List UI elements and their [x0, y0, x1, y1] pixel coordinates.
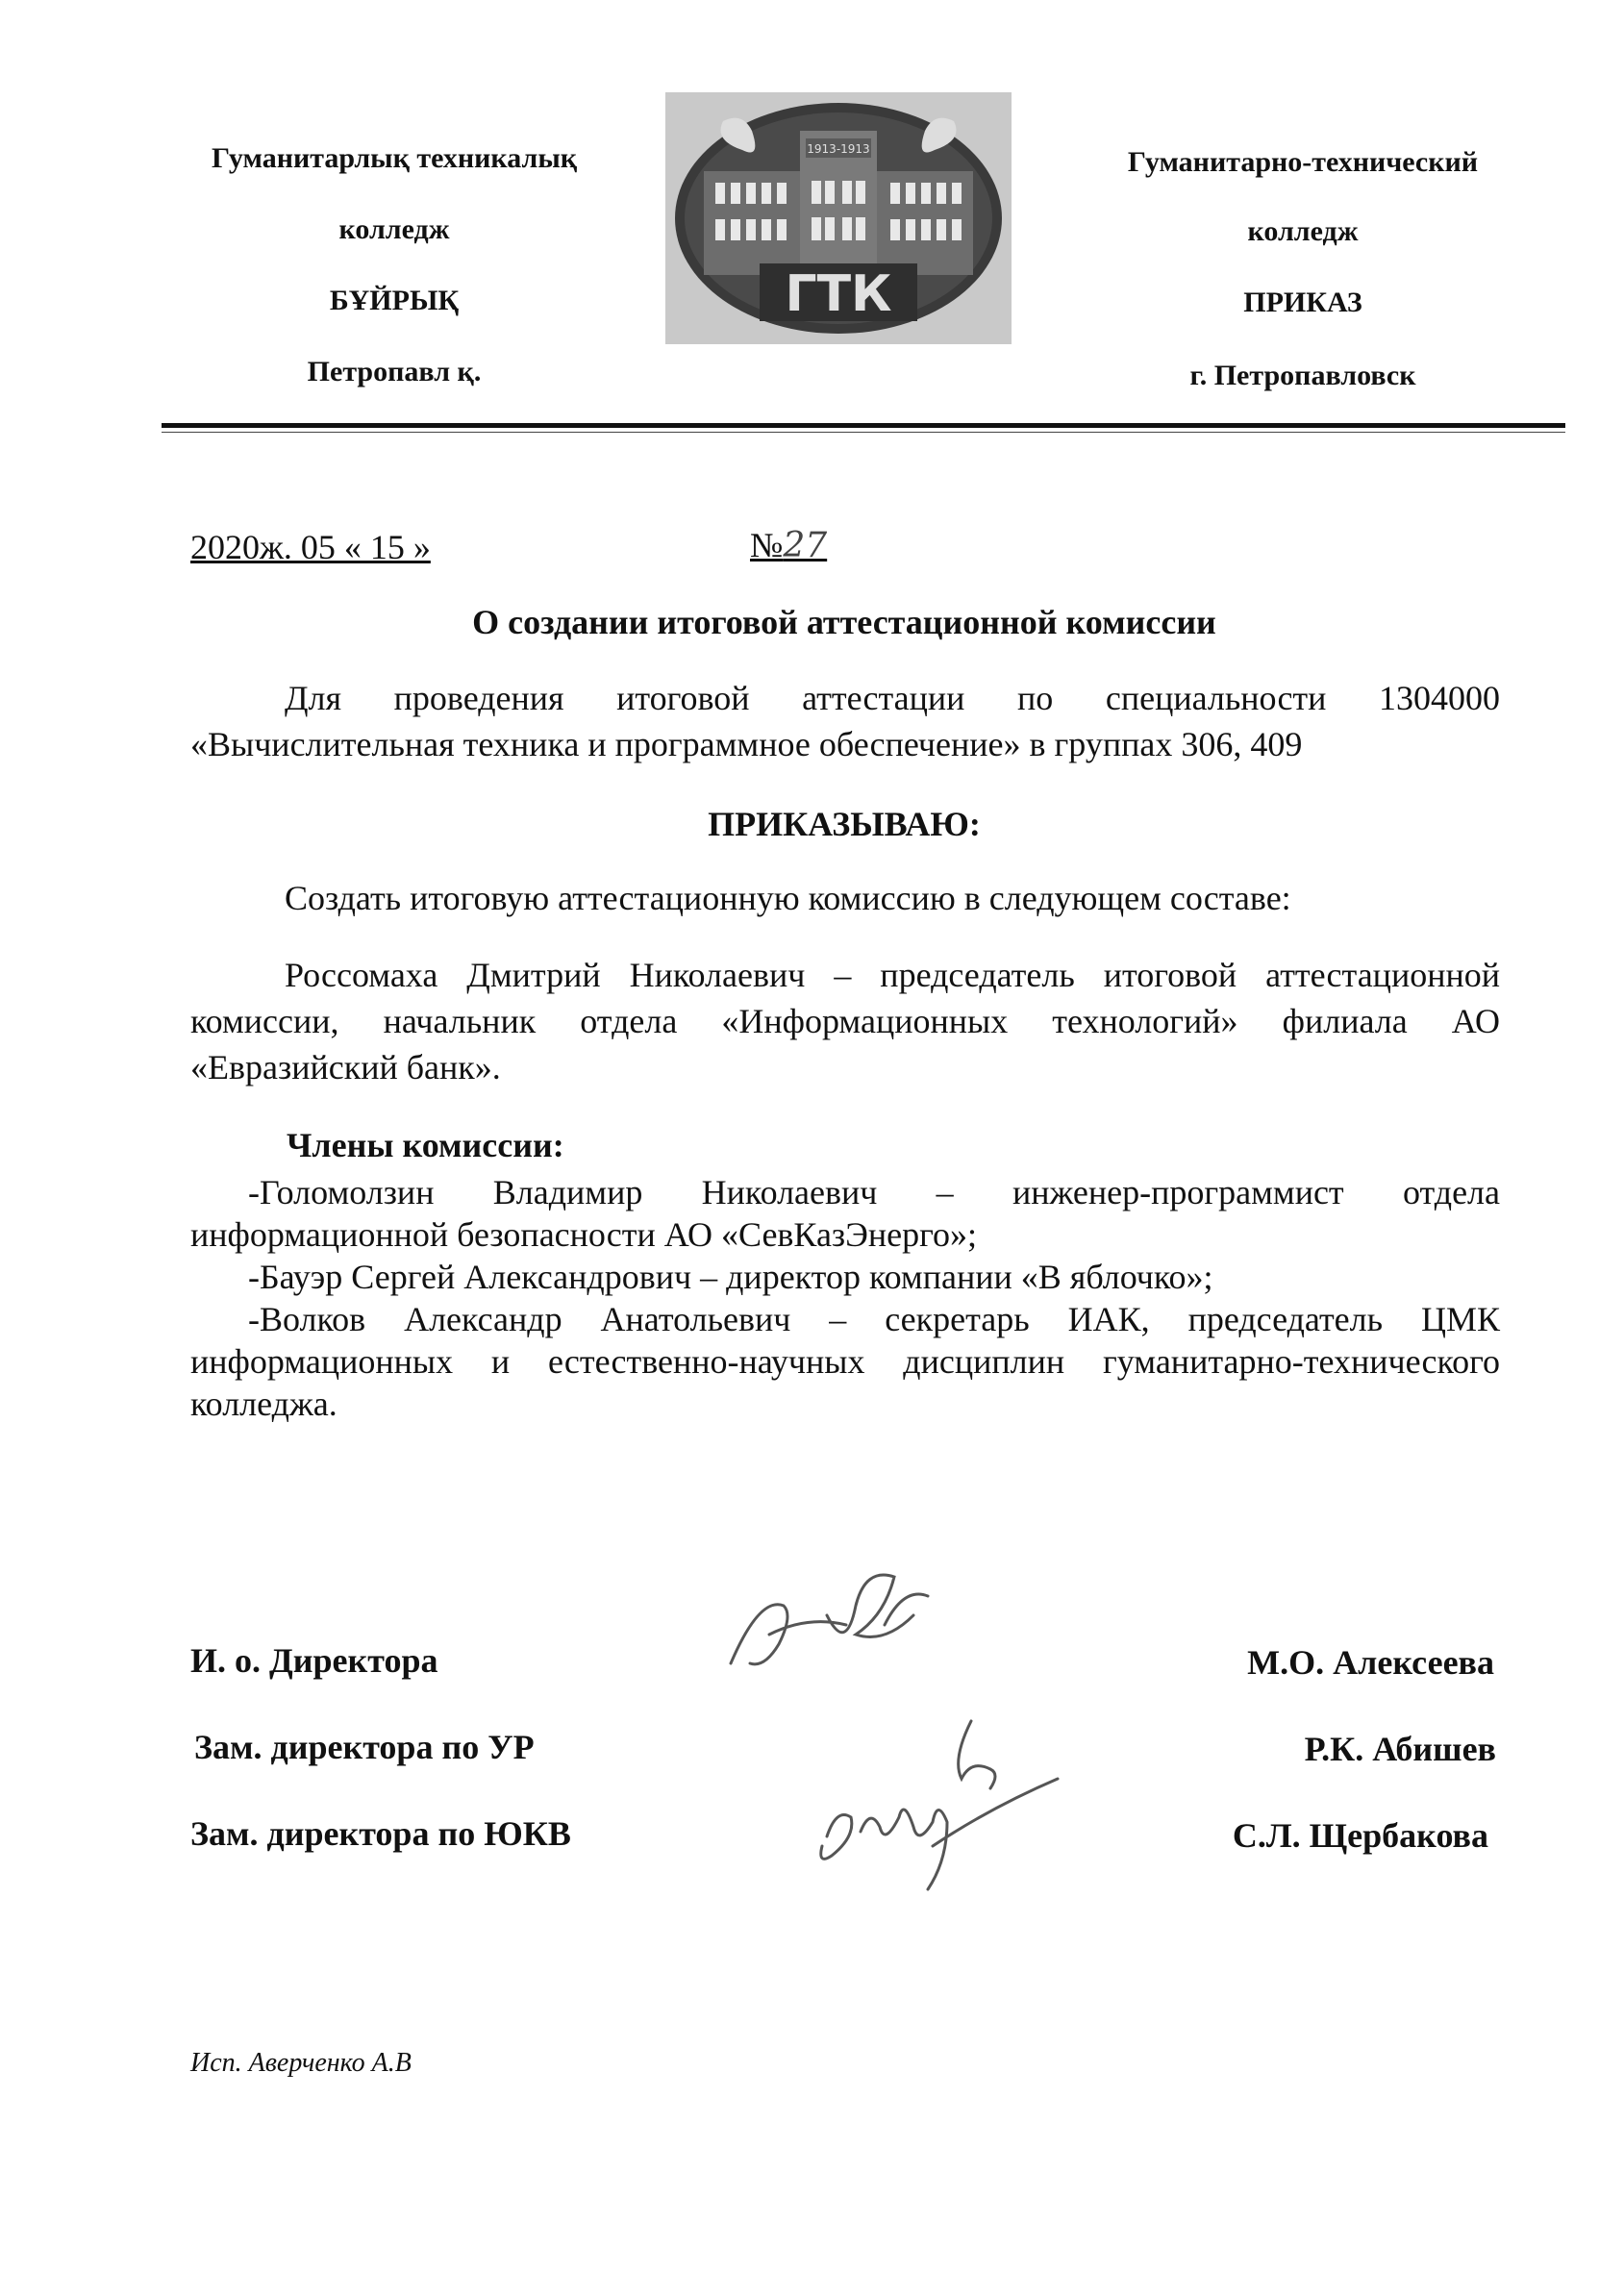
- signer-position-director: И. о. Директора: [190, 1641, 438, 1680]
- college-type-ru: колледж: [1247, 215, 1359, 247]
- order-title: О создании итоговой аттестационной комиссии: [472, 603, 1216, 641]
- order-decree: ПРИКАЗЫВАЮ:: [708, 805, 981, 843]
- members-heading: Члены комиссии:: [287, 1126, 564, 1164]
- commission-chair: Россомаха Дмитрий Николаевич – председатель итоговой аттестационной комиссии, начальник отдела «Информационных технологий» филиала АО «Евразийский банк».: [190, 956, 1500, 1086]
- order-word-kz: БҰЙРЫҚ: [329, 285, 460, 316]
- signer-position-deputy-ur: Зам. директора по УР: [194, 1728, 535, 1766]
- svg-text:1913-1913: 1913-1913: [807, 142, 870, 156]
- executor-note: Исп. Аверченко А.В: [190, 2048, 412, 2078]
- city-ru: г. Петропавловск: [1189, 360, 1416, 391]
- order-number-prefix: №: [750, 526, 784, 564]
- order-number-value: 27: [783, 526, 828, 565]
- signer-name-deputy-ur: Р.К. Абишев: [1304, 1730, 1496, 1768]
- signer-position-deputy-ukv: Зам. директора по ЮКВ: [190, 1814, 571, 1853]
- college-name-kz: Гуманитарлық техникалық: [211, 142, 578, 174]
- deputy-signatures-icon: [808, 1711, 1077, 1904]
- list-item: -Волков Александр Анатольевич – секретарь ИАК, председатель ЦМК информационных и естественно-научных дисциплин гуманитарно-технического колледжа.: [190, 1300, 1500, 1423]
- list-item: -Голомолзин Владимир Николаевич – инженер-программист отдела информационной безопасности АО «СевКазЭнерго»;: [190, 1173, 1500, 1254]
- signer-name-deputy-ukv: С.Л. Щербакова: [1232, 1816, 1488, 1855]
- signer-name-director: М.О. Алексеева: [1247, 1643, 1494, 1682]
- building-emblem-icon: [665, 92, 1012, 344]
- header-divider: [162, 423, 1565, 428]
- members-list: [190, 1171, 1500, 1425]
- city-kz: Петропавл қ.: [307, 356, 482, 387]
- order-intro: Для проведения итоговой аттестации по специальности 1304000 «Вычислительная техника и программное обеспечение» в группах 306, 409: [190, 679, 1500, 763]
- order-number: [750, 525, 827, 565]
- order-date: 2020ж. 05 « 15 »: [190, 528, 431, 566]
- header-divider-thin: [162, 432, 1565, 433]
- college-name-ru: Гуманитарно-технический: [1127, 146, 1479, 178]
- svg-text:ГТК: ГТК: [785, 265, 892, 323]
- college-type-kz: колледж: [338, 213, 450, 245]
- order-create: Создать итоговую аттестационную комиссию в следующем составе:: [285, 879, 1291, 917]
- college-logo: [665, 92, 1012, 344]
- list-item: -Бауэр Сергей Александрович – директор компании «В яблочко»;: [248, 1258, 1213, 1296]
- director-signature-icon: [712, 1558, 1019, 1711]
- order-word-ru: ПРИКАЗ: [1243, 287, 1362, 318]
